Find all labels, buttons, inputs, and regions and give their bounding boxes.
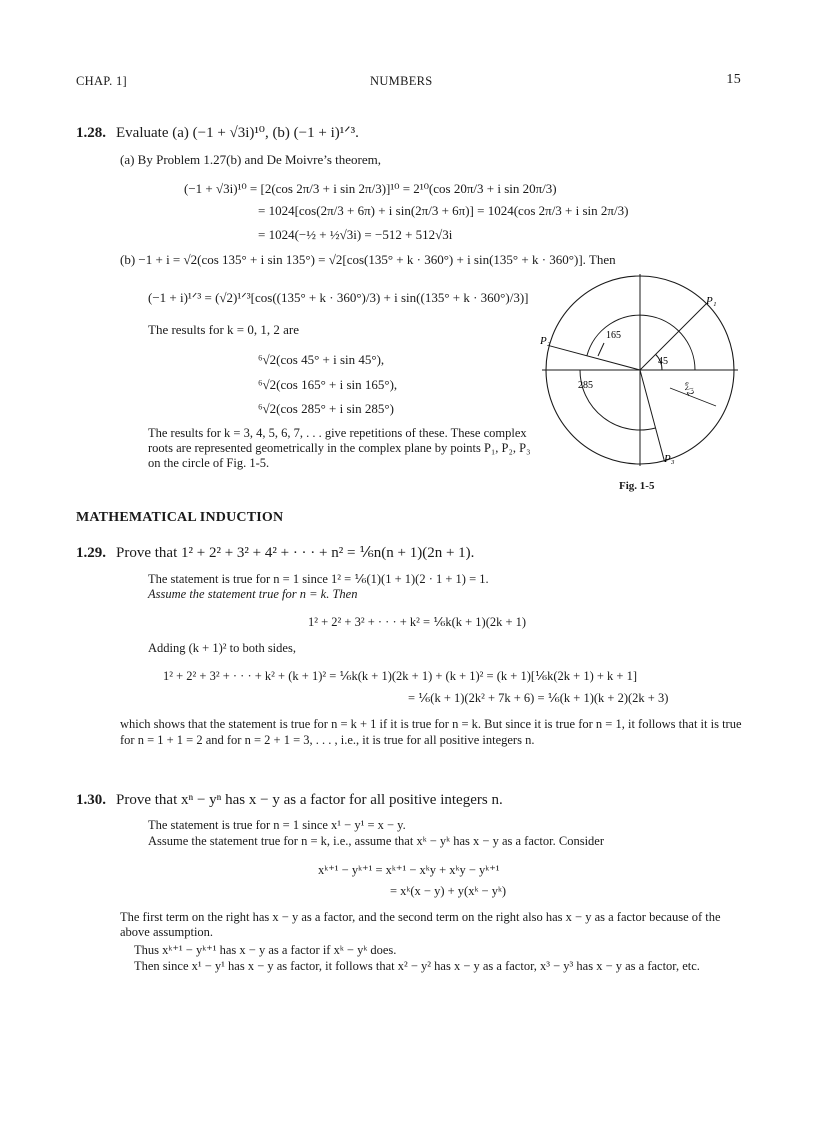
- ray-to-p2: [549, 346, 640, 370]
- problem-1-28-root-1: ⁶√2(cos 45° + i sin 45°),: [258, 352, 385, 367]
- problem-1-28-a-intro: (a) By Problem 1.27(b) and De Moivre’s theorem,: [120, 152, 382, 167]
- problem-1-28-b-formula: (−1 + i)¹ᐟ³ = (√2)¹ᐟ³[cos((135° + k · 360°)/3) + i sin((135° + k · 360°)/3)]: [148, 290, 529, 305]
- label-angle-165: 165: [606, 330, 621, 341]
- problem-1-30-line-2: Assume the statement true for n = k, i.e., assume that xᵏ − yᵏ has x − y as a factor. Consider: [148, 834, 605, 848]
- problem-1-28-root-3: ⁶√2(cos 285° + i sin 285°): [258, 401, 394, 416]
- problem-1-30-number: 1.30.: [76, 792, 106, 808]
- problem-1-28-a-eq2: = 1024[cos(2π/3 + 6π) + i sin(2π/3 + 6π)] = 1024(cos 2π/3 + i sin 2π/3): [258, 203, 629, 218]
- problem-1-28-results-intro: The results for k = 0, 1, 2 are: [148, 322, 300, 337]
- section-heading: MATHEMATICAL INDUCTION: [76, 510, 284, 525]
- problem-1-28-a-eq3: = 1024(−½ + ½√3i) = −512 + 512√3i: [258, 227, 453, 242]
- ray-to-p3: [640, 370, 664, 461]
- running-head-title: NUMBERS: [370, 74, 433, 88]
- problem-1-29-conclusion: which shows that the statement is true for n = k + 1 if it is true for n = k. But since it is true for n = 1, it follows that it is true for n = 1 + 1 = 2 and for n = 2 + 1 = 3, . . . , i.e., it is true for all positive integers n.: [120, 717, 742, 747]
- problem-1-29-eq-3: = ⅙(k + 1)(2k² + 7k + 6) = ⅙(k + 1)(k + 2)(2k + 3): [408, 691, 669, 705]
- label-radius: ⁶√2: [679, 380, 696, 399]
- arc-165: [587, 315, 695, 370]
- arc-165-pointer: [598, 343, 604, 356]
- problem-1-29-eq-2: 1² + 2² + 3² + · · · + k² + (k + 1)² = ⅙k(k + 1)(2k + 1) + (k + 1)² = (k + 1)[⅙k(2k + 1) + k + 1]: [163, 669, 638, 683]
- problem-1-30-eq-1: xᵏ⁺¹ − yᵏ⁺¹ = xᵏ⁺¹ − xᵏy + xᵏy − yᵏ⁺¹: [318, 863, 500, 877]
- problem-1-30-statement: [76, 792, 503, 809]
- problem-1-29-line-2: Assume the statement true for n = k. Then: [148, 587, 358, 601]
- problem-1-30-line-1: The statement is true for n = 1 since x¹ − y¹ = x − y.: [148, 818, 406, 832]
- ray-to-p1: [640, 304, 707, 371]
- problem-1-29-line-3: Adding (k + 1)² to both sides,: [148, 641, 296, 655]
- problem-1-28-a-eq1: (−1 + √3i)¹⁰ = [2(cos 2π/3 + i sin 2π/3)]¹⁰ = 2¹⁰(cos 20π/3 + i sin 20π/3): [184, 181, 557, 196]
- problem-1-28-number: 1.28.: [76, 125, 106, 141]
- figure-1-5-diagram: [540, 270, 740, 480]
- arc-285: [580, 370, 656, 430]
- figure-caption: Fig. 1-5: [619, 480, 655, 492]
- problem-1-30-line-5: Then since x¹ − y¹ has x − y as factor, it follows that x² − y² has x − y as a factor, x³ − y³ has x − y as a factor, etc.: [134, 959, 700, 973]
- label-p3: P₃: [664, 453, 675, 465]
- label-angle-285: 285: [578, 380, 593, 391]
- page-number: 15: [726, 72, 741, 87]
- problem-1-30-line-3: The first term on the right has x − y as a factor, and the second term on the right also has x − y as a factor because of the above assumption.: [120, 910, 721, 939]
- label-p1: P₁: [706, 295, 717, 307]
- problem-1-28-root-2: ⁶√2(cos 165° + i sin 165°),: [258, 377, 398, 392]
- label-angle-45: 45: [658, 356, 668, 367]
- label-p2: P₂: [540, 335, 551, 347]
- problem-1-28-b-line: (b) −1 + i = √2(cos 135° + i sin 135°) = √2[cos(135° + k · 360°) + i sin(135° + k · 360°)]. Then: [120, 252, 616, 267]
- problem-1-29-line-1: The statement is true for n = 1 since 1² = ⅙(1)(1 + 1)(2 · 1 + 1) = 1.: [148, 572, 489, 586]
- problem-1-29-number: 1.29.: [76, 545, 106, 561]
- problem-1-30-eq-2: = xᵏ(x − y) + y(xᵏ − yᵏ): [390, 884, 507, 898]
- problem-1-29-text: Prove that 1² + 2² + 3² + 4² + · · · + n² = ⅙n(n + 1)(2n + 1).: [116, 545, 475, 561]
- problem-1-30-line-4: Thus xᵏ⁺¹ − yᵏ⁺¹ has x − y as a factor if xᵏ − yᵏ does.: [134, 943, 397, 957]
- problem-1-28-text: Evaluate (a) (−1 + √3i)¹⁰, (b) (−1 + i)¹ᐟ³.: [116, 125, 359, 141]
- problem-1-28-statement: [76, 123, 359, 142]
- problem-1-29-statement: [76, 543, 474, 562]
- problem-1-30-text: Prove that xⁿ − yⁿ has x − y as a factor for all positive integers n.: [116, 792, 503, 808]
- running-head-chapter: CHAP. 1]: [76, 74, 128, 88]
- problem-1-28-results-after: The results for k = 3, 4, 5, 6, 7, . . . give repetitions of these. These complex roots are represented geometrically in the complex plane by points P₁, P₂, P₃ on the circle of Fig. 1-5.: [148, 426, 531, 470]
- problem-1-29-eq-1: 1² + 2² + 3² + · · · + k² = ⅙k(k + 1)(2k + 1): [308, 615, 527, 629]
